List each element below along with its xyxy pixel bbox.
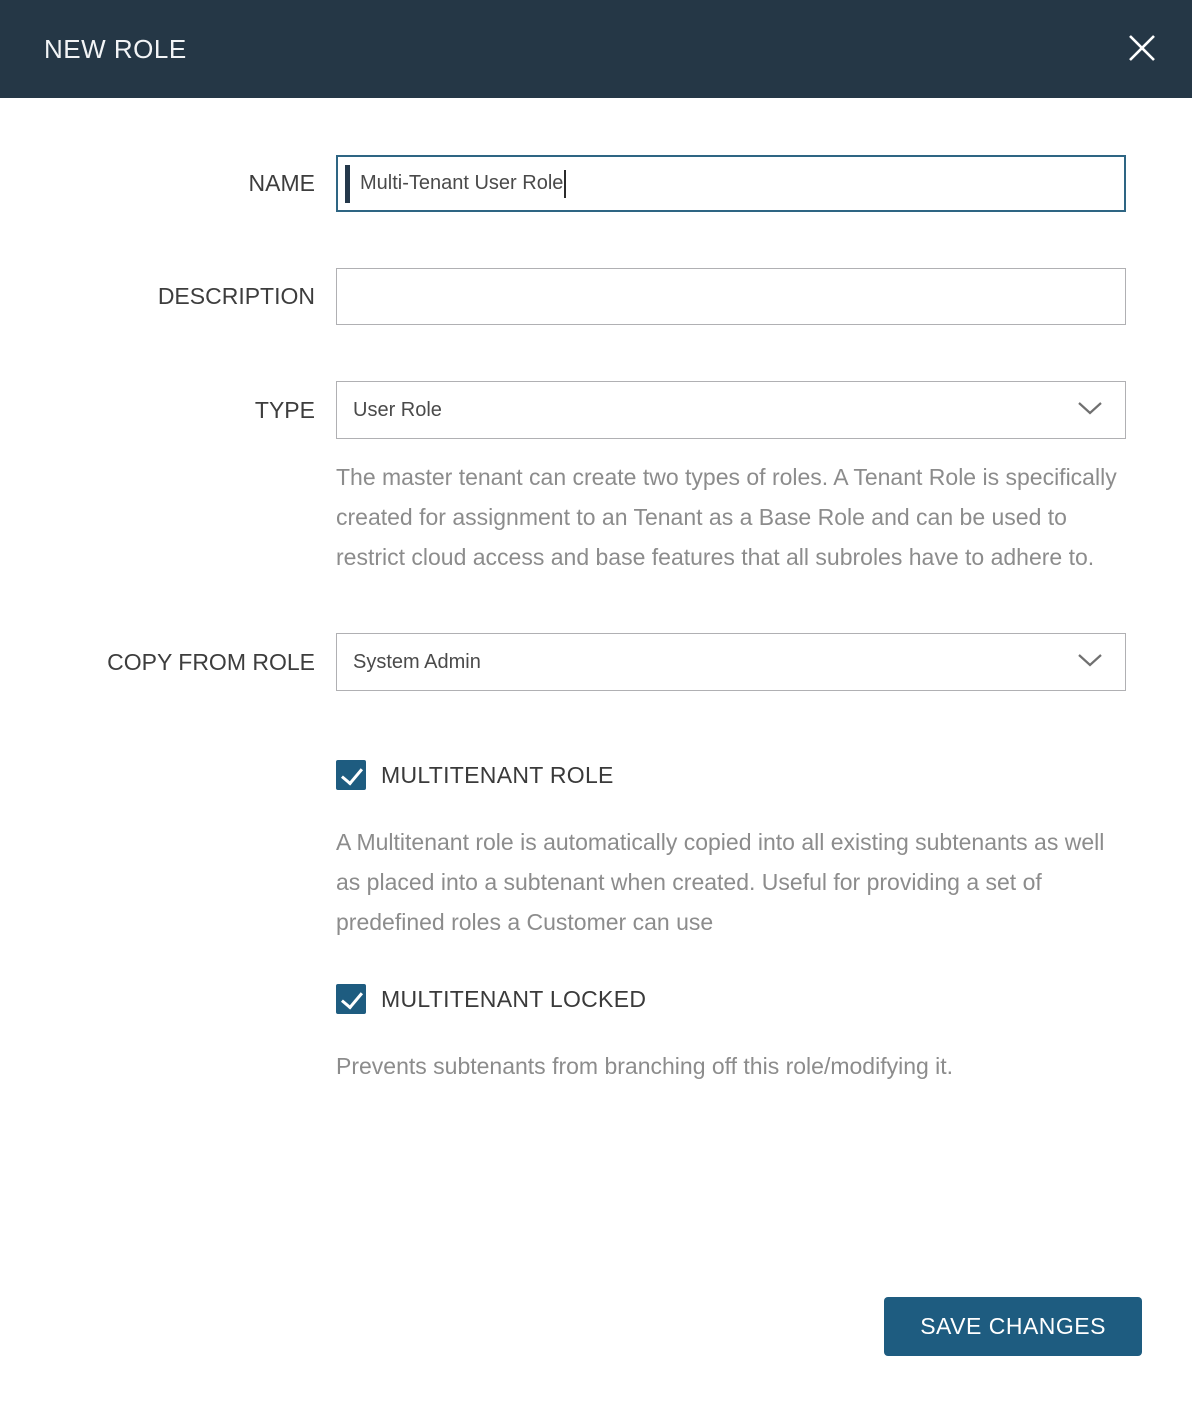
chevron-down-icon [1077, 401, 1103, 420]
checkmark-icon[interactable] [336, 760, 366, 790]
multitenant-locked-label: MULTITENANT LOCKED [381, 985, 647, 1012]
save-changes-button[interactable]: SAVE CHANGES [884, 1297, 1142, 1356]
copy-from-role-select[interactable] [336, 633, 1126, 691]
description-row [0, 268, 1192, 325]
checkmark-icon[interactable] [336, 984, 366, 1014]
description-label: DESCRIPTION [157, 283, 315, 309]
close-button[interactable] [1120, 27, 1164, 71]
multitenant-locked-help-text: Prevents subtenants from branching off this role/modifying it. [336, 1053, 954, 1079]
copy-from-role-select-value: System Admin [353, 650, 481, 673]
type-select[interactable] [336, 381, 1126, 439]
chevron-down-icon [1077, 653, 1103, 672]
text-caret [564, 170, 566, 198]
multitenant-locked-checkbox-row[interactable] [336, 984, 1126, 1014]
form-body [0, 98, 1192, 1086]
name-input-value: Multi-Tenant User Role [360, 172, 564, 194]
type-help-text: The master tenant can create two types of roles. A Tenant Role is specifically created for assignment to an Tenant as a Base Role and can be used to restrict cloud access and base features that all subroles have to adhere to. [336, 464, 1117, 570]
type-label: TYPE [254, 396, 315, 423]
name-label: NAME [248, 170, 315, 196]
focus-accent-bar [345, 165, 350, 203]
copy-from-role-row [0, 633, 1192, 691]
close-icon [1124, 30, 1160, 69]
copy-from-role-label: COPY FROM ROLE [107, 648, 315, 675]
multitenant-role-checkbox-row[interactable] [336, 760, 1126, 790]
multitenant-role-help-text: A Multitenant role is automatically copied into all existing subtenants as well as placed into a subtenant when created. Useful for providing a set of predefined roles a Customer can use [336, 829, 1105, 935]
dialog-title: NEW ROLE [44, 33, 187, 64]
multitenant-role-label: MULTITENANT ROLE [381, 761, 614, 788]
type-select-value: User Role [353, 398, 442, 421]
name-input[interactable] [336, 155, 1126, 212]
type-row [0, 381, 1192, 439]
dialog-footer [884, 1297, 1142, 1356]
name-row [0, 155, 1192, 212]
description-input[interactable] [336, 268, 1126, 325]
dialog-header [0, 0, 1192, 98]
